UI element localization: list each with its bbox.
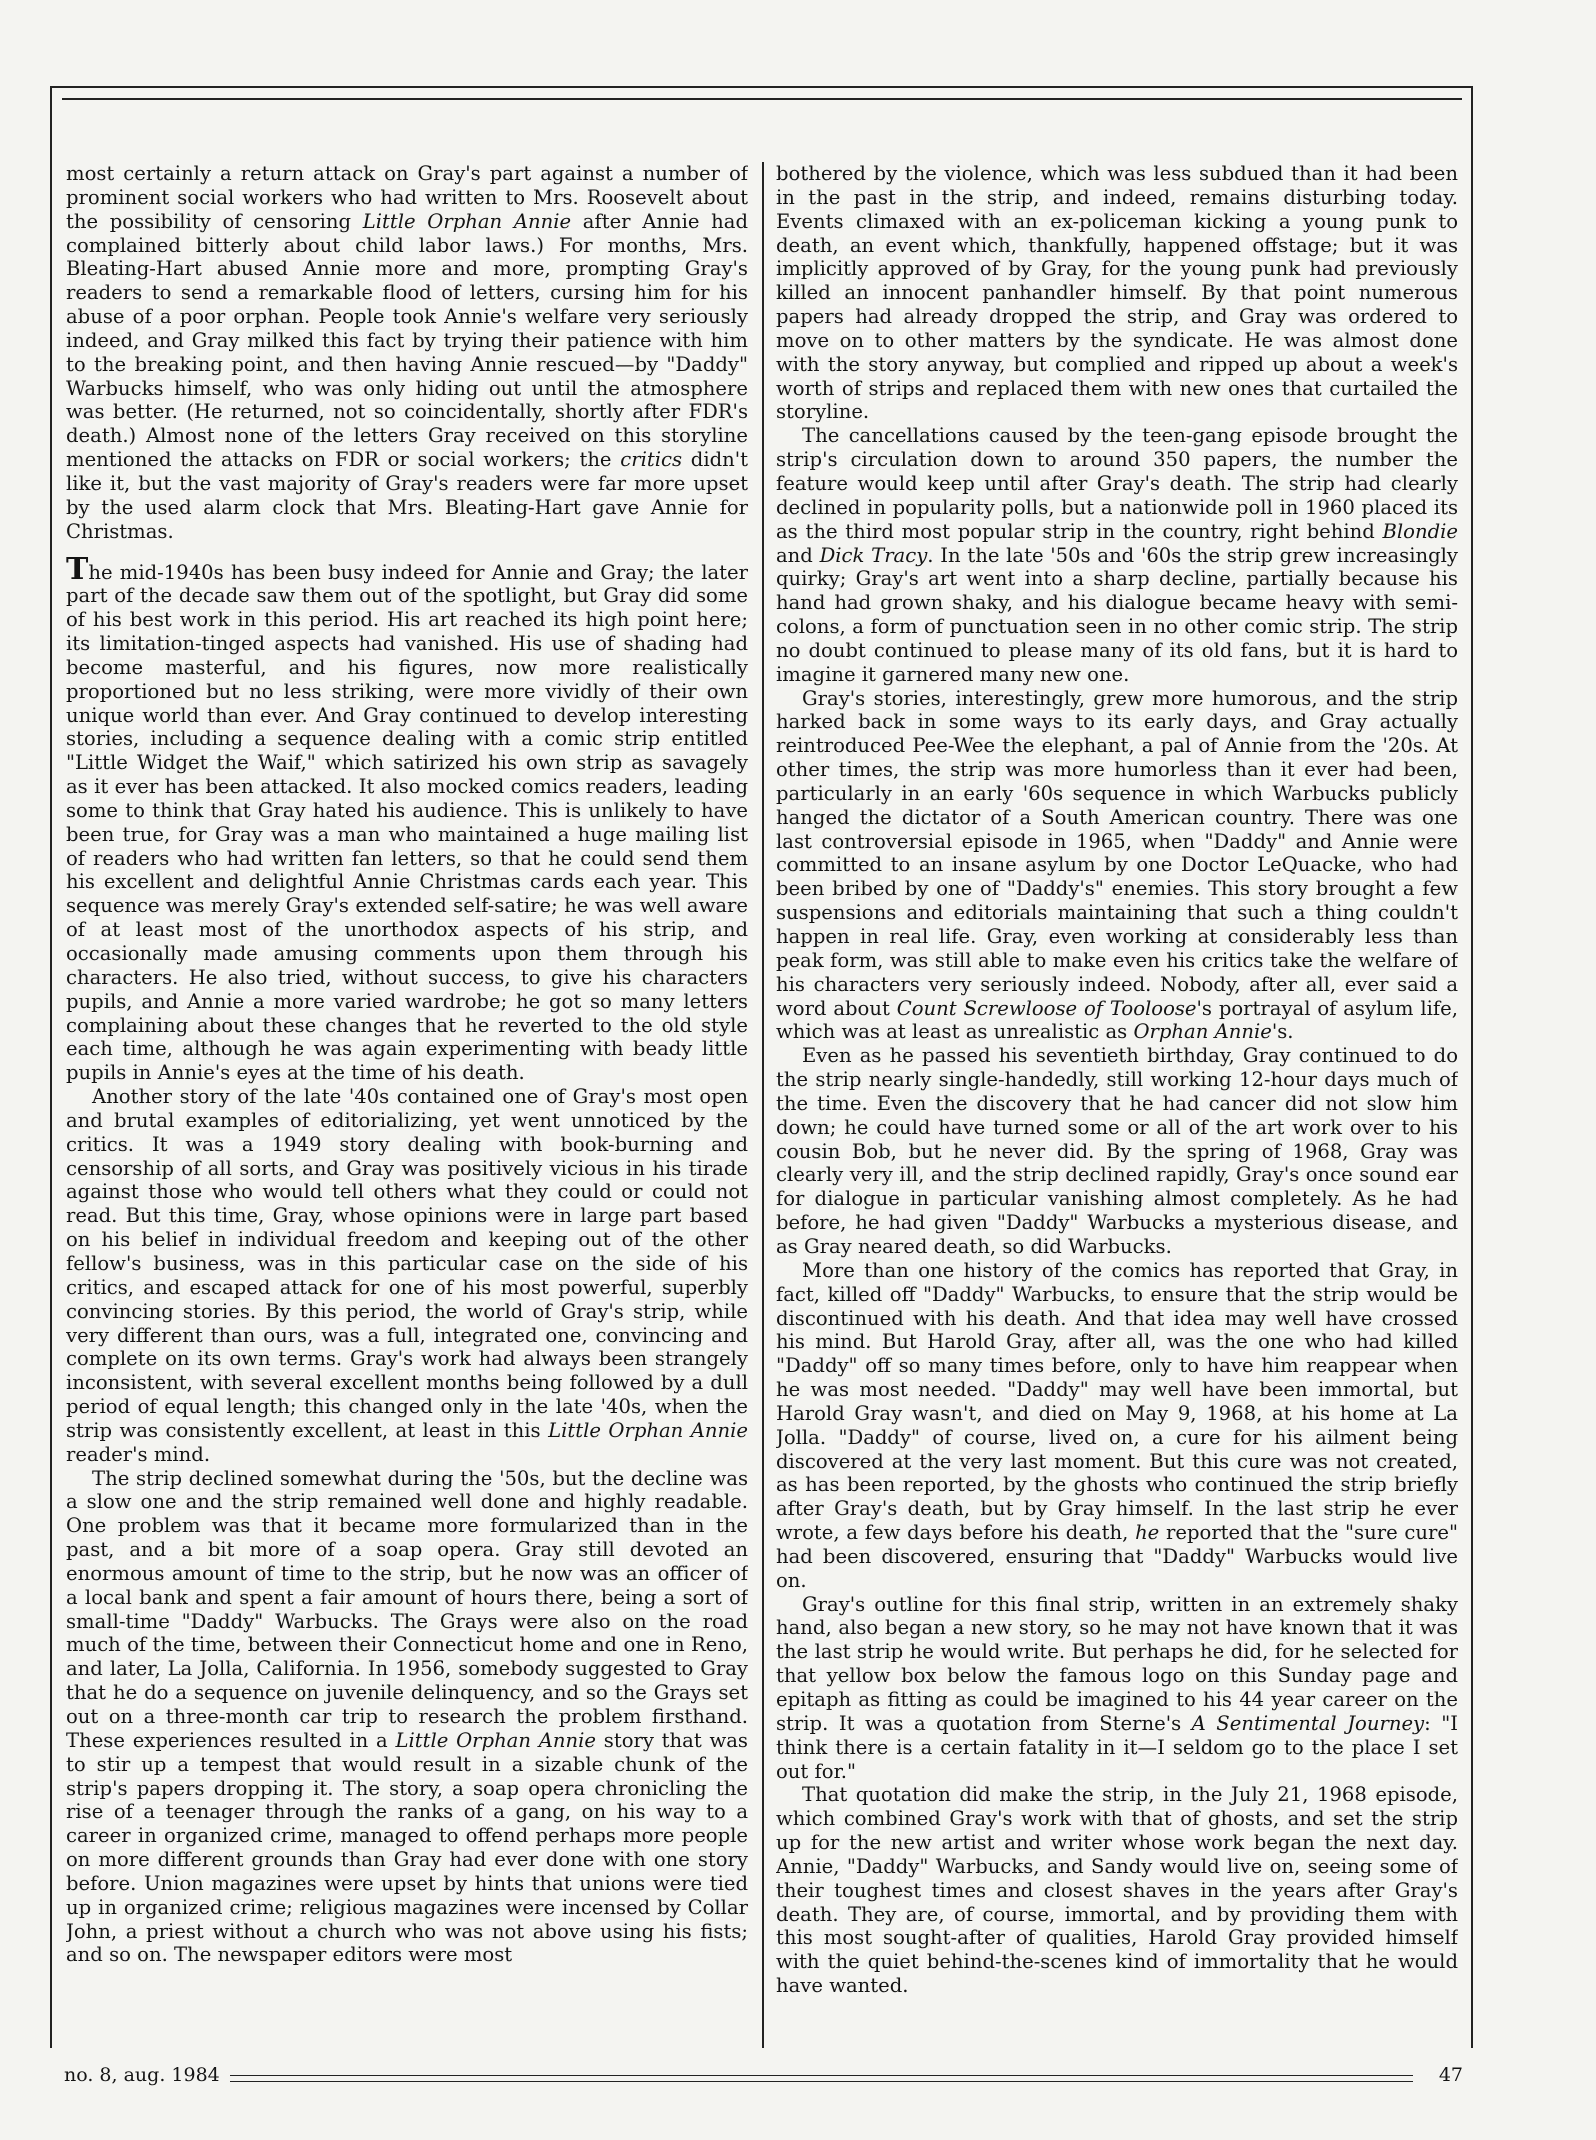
paragraph: Another story of the late '40s contained one of Gray's most open and brutal examples of editorializing, yet went unnoticed by the critics. It was a 1949 story dealing with book-burning and censorship of all sorts, and Gray was positively vicious in his tirade against those who would tell others what they could or could not read. But this time, Gray, whose opinions were in large part based on his belief in individual freedom and keeping out of the other fellow's business, was in this particular case on the side of his critics, and escaped attack for one of his most powerful, superbly convincing stories. By this period, the world of Gray's strip, while very different than ours, was a full, integrated one, convincing and complete on its own terms. Gray's work had always been strangely inconsistent, with several excellent months being followed by a dull period of equal length; this changed only in the late '40s, when the strip was consistently excellent, at least in this Little Orphan Annie reader's mind. bbox=[66, 1085, 748, 1466]
paragraph: most certainly a return attack on Gray's part against a number of prominent social workers who had written to Mrs. Roosevelt about the possibility of censoring Little Orphan Annie after Annie had complained bitterly about child labor laws.) For months, Mrs. Bleating-Hart abused Annie more and more, prompting Gray's readers to send a remarkable flood of letters, cursing him for his abuse of a poor orphan. People took Annie's welfare very seriously indeed, and Gray milked this fact by trying their patience with him to the breaking point, and then having Annie rescued—by "Daddy" Warbucks himself, who was only hiding out until the atmosphere was better. (He returned, not so coincidentally, shortly after FDR's death.) Almost none of the letters Gray received on this storyline mentioned the attacks on FDR or social workers; the critics didn't like it, but the vast majority of Gray's readers were far more upset by the used alarm clock that Mrs. Bleating-Hart gave Annie for Christmas. bbox=[66, 162, 748, 543]
column-divider bbox=[762, 162, 764, 2048]
header-rule bbox=[50, 86, 1473, 88]
page-number: 47 bbox=[1438, 2064, 1463, 2086]
left-column bbox=[66, 162, 748, 2042]
page-footer bbox=[50, 2064, 1473, 2094]
paragraph: The strip declined somewhat during the '50s, but the decline was a slow one and the strip remained well done and highly readable. One problem was that it became more formularized than in the past, and a bit more of a soap opera. Gray still devoted an enormous amount of time to the strip, but he now was an officer of a local bank and spent a fair amount of hours there, being a sort of small-time "Daddy" Warbucks. The Grays were also on the road much of the time, between their Connecticut home and one in Reno, and later, La Jolla, California. In 1956, somebody suggested to Gray that he do a sequence on juvenile delinquency, and so the Grays set out on a three-month car trip to research the problem firsthand. These experiences resulted in a Little Orphan Annie story that was to stir up a tempest that would result in a sizable chunk of the strip's papers dropping it. The story, a soap opera chronicling the rise of a teenager through the ranks of a gang, on his way to a career in organized crime, managed to offend perhaps more people on more different grounds than Gray had ever done with one story before. Union magazines were upset by hints that unions were tied up in organized crime; religious magazines were incensed by Collar John, a priest without a church who was not above using his fists; and so on. The newspaper editors were most bbox=[66, 1466, 748, 1967]
footer-rule bbox=[230, 2081, 1413, 2082]
frame-left-rule bbox=[50, 86, 52, 2048]
paragraph: bothered by the violence, which was less subdued than it had been in the past in the strip, and indeed, remains disturbing today. Events climaxed with an ex-policeman kicking a young punk to death, an event which, thankfully, happened offstage; but it was implicitly approved of by Gray, for the young punk had previously killed an innocent panhandler himself. By that point numerous papers had already dropped the strip, and Gray was ordered to move on to other matters by the syndicate. He was almost done with the story anyway, but complied and ripped up about a week's worth of strips and replaced them with new ones that curtailed the storyline. bbox=[776, 162, 1458, 424]
paragraph: The mid-1940s has been busy indeed for Annie and Gray; the later part of the decade saw them out of the spotlight, but Gray did some of his best work in this period. His art reached its high point here; its limitation-tinged aspects had vanished. His use of shading had become masterful, and his figures, now more realistically proportioned but no less striking, were more vividly of their own unique world than ever. And Gray continued to develop interesting stories, including a sequence dealing with a comic strip entitled "Little Widget the Waif," which satirized his own strip as savagely as it ever has been attacked. It also mocked comics readers, leading some to think that Gray hated his audience. This is unlikely to have been true, for Gray was a man who maintained a huge mailing list of readers who had written fan letters, so that he could send them his excellent and delightful Annie Christmas cards each year. This sequence was merely Gray's extended self-satire; he was well aware of at least most of the unorthodox aspects of his strip, and occasionally made amusing comments upon them through his characters. He also tried, without success, to give his characters pupils, and Annie a more varied wardrobe; he got so many letters complaining about these changes that he reverted to the old style each time, although he was again experimenting with beady little pupils in Annie's eyes at the time of his death. bbox=[66, 551, 748, 1085]
paragraph: That quotation did make the strip, in the July 21, 1968 episode, which combined Gray's work with that of ghosts, and set the strip up for the new artist and writer whose work began the next day. Annie, "Daddy" Warbucks, and Sandy would live on, seeing some of their toughest times and closest shaves in the years after Gray's death. They are, of course, immortal, and by providing them with this most sought-after of qualities, Harold Gray provided himself with the quiet behind-the-scenes kind of immortality that he would have wanted. bbox=[776, 1783, 1458, 1998]
right-column bbox=[776, 162, 1458, 2042]
paragraph: Gray's outline for this final strip, written in an extremely shaky hand, also began a new story, so he may not have known that it was the last strip he would write. But perhaps he did, for he selected for that yellow box below the famous logo on this Sunday page and epitaph as fitting as could be imagined to his 44 year career on the strip. It was a quotation from Sterne's A Sentimental Journey: "I think there is a certain fatality in it—I seldom go to the place I set out for." bbox=[776, 1592, 1458, 1783]
paragraph: More than one history of the comics has reported that Gray, in fact, killed off "Daddy" Warbucks, to ensure that the strip would be discontinued with his death. And that idea may well have crossed his mind. But Harold Gray, after all, was the one who had killed "Daddy" off so many times before, only to have him reappear when he was most needed. "Daddy" may well have been immortal, but Harold Gray wasn't, and died on May 9, 1968, at his home at La Jolla. "Daddy" of course, lived on, a cure for his ailment being discovered at the very last moment. But this cure was not created, as has been reported, by the ghosts who continued the strip briefly after Gray's death, but by Gray himself. In the last strip he ever wrote, a few days before his death, he reported that the "sure cure" had been discovered, ensuring that "Daddy" Warbucks would live on. bbox=[776, 1258, 1458, 1592]
paragraph: Even as he passed his seventieth birthday, Gray continued to do the strip nearly single-handedly, still working 12-hour days much of the time. Even the discovery that he had cancer did not slow him down; he could have turned some or all of the art work over to his cousin Bob, but he never did. By the spring of 1968, Gray was clearly very ill, and the strip declined rapidly, Gray's once sound ear for dialogue in particular vanishing almost completely. As he had before, he had given "Daddy" Warbucks a mysterious disease, and as Gray neared death, so did Warbucks. bbox=[776, 1044, 1458, 1258]
paragraph: The cancellations caused by the teen-gang episode brought the strip's circulation down to around 350 papers, the number the feature would keep until after Gray's death. The strip had clearly declined in popularity polls, but a nationwide poll in 1960 placed its as the third most popular strip in the country, right behind Blondie and Dick Tracy. In the late '50s and '60s the strip grew increasingly quirky; Gray's art went into a sharp decline, partially because his hand had grown shaky, and his dialogue became heavy with semi-colons, a form of punctuation seen in no other comic strip. The strip no doubt continued to please many of its old fans, but it is hard to imagine it garnered many new one. bbox=[776, 424, 1458, 686]
paragraph: Gray's stories, interestingly, grew more humorous, and the strip harked back in some ways to its early days, and Gray actually reintroduced Pee-Wee the elephant, a pal of Annie from the '20s. At other times, the strip was more humorless than it ever had been, particularly in an early '60s sequence in which Warbucks publicly hanged the dictator of a South American country. There was one last controversial episode in 1965, when "Daddy" and Annie were committed to an insane asylum by one Doctor LeQuacke, who had been bribed by one of "Daddy's" enemies. This story brought a few suspensions and editorials maintaining that such a thing couldn't happen in real life. Gray, even working at considerably less than peak form, was still able to make even his critics take the welfare of his characters very seriously indeed. Nobody, after all, ever said a word about Count Screwloose of Tooloose's portrayal of asylum life, which was at least as unrealistic as Orphan Annie's. bbox=[776, 686, 1458, 1044]
frame-right-rule bbox=[1471, 86, 1473, 2048]
footer-rule bbox=[230, 2075, 1413, 2076]
drop-cap: T bbox=[66, 551, 89, 587]
issue-label: no. 8, aug. 1984 bbox=[64, 2064, 220, 2086]
header-rule-inner bbox=[62, 98, 1462, 100]
